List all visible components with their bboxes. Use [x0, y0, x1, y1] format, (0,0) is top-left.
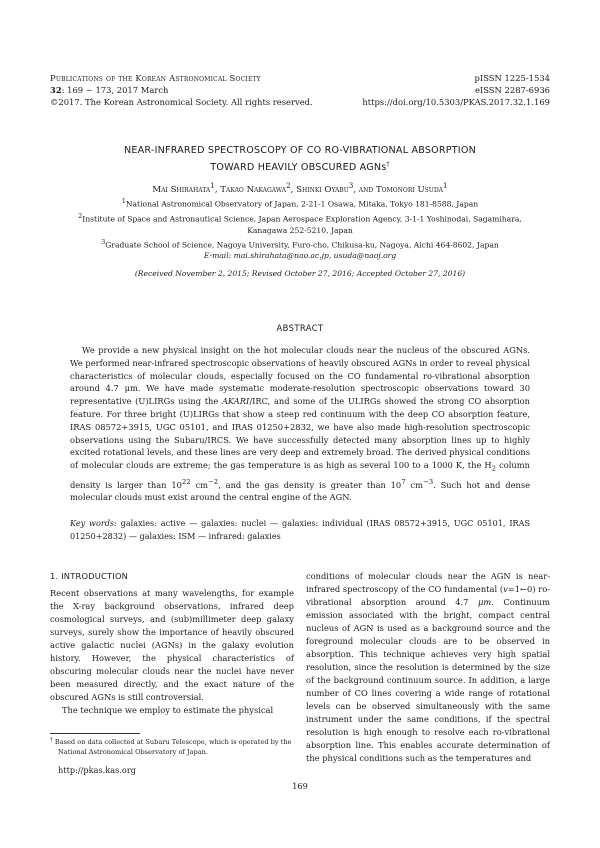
journal-url[interactable]: http://pkas.kas.org	[58, 765, 136, 775]
author-name: Mai Shirahata	[152, 184, 211, 195]
intro-paragraph-continued: conditions of molecular clouds near the AGN is near-infrared spectroscopy of the CO fundamental (v=1←0) ro-vibrational absorption around 4.7 μm. Continuum emission associated with the bright, compact central nucleus of AGN is used as a background source and the foreground molecular clouds are to be observed in absorption. This technique achieves very high spatial resolution, since the resolution is determined by the size of the background continuum source. In addition, a large number of CO lines covering a wide range of rotational levels can be observed simultaneously with the same instrument under the same conditions, if the spectral resolution is high enough to resolve each ro-vibrational absorption line. This enables accurate determination of the physical conditions such as the temperatures and	[306, 571, 550, 763]
abstract-heading: ABSTRACT	[276, 323, 324, 333]
title-line-2: TOWARD HEAVILY OBSCURED AGNs	[210, 162, 387, 174]
keywords-text: galaxies: active — galaxies: nuclei — galaxies: individual (IRAS 08572+3915, UGC 05101, IRAS 01250+2832) — galaxies: ISM — infrared: galaxies	[70, 518, 531, 541]
section-heading: 1. INTRODUCTION	[50, 571, 129, 581]
journal-header-right	[320, 72, 550, 108]
affiliation-2-cont: Kanagawa 252-5210, Japan	[247, 226, 353, 236]
left-column	[50, 570, 294, 717]
keywords	[70, 517, 530, 543]
title-footnote-mark: †	[386, 161, 390, 168]
keywords-label: Key words:	[70, 518, 117, 528]
volume-number: 32	[50, 85, 62, 95]
affiliation-3: $^3$Graduate School of Science, Nagoya University, Furo-cho, Chikusa-ku, Nagoya, Aichi 464-8602, Japan	[101, 239, 499, 250]
copyright-line: ©2017. The Korean Astronomical Society. All rights reserved.	[50, 97, 313, 107]
author-name: Tomonori Usuda	[375, 184, 443, 195]
footnote-text: Based on data collected at Subaru Telescope, which is operated by the National Astronomical Observatory of Japan.	[54, 738, 292, 756]
affiliations	[30, 196, 570, 252]
eissn: eISSN 2287-6936	[474, 85, 550, 95]
email-addresses[interactable]: mai.shirahata@nao.ac.jp, usuda@naoj.org	[233, 251, 397, 260]
title-line-1: NEAR-INFRARED SPECTROSCOPY OF CO RO-VIBRATIONAL ABSORPTION	[124, 145, 476, 156]
journal-header-left	[50, 72, 350, 108]
pages-date: : 169 ∼ 173, 2017 March	[61, 85, 169, 95]
intro-paragraph-2: The technique we employ to estimate the physical	[62, 705, 274, 715]
footnote-rule	[50, 733, 140, 734]
pissn: pISSN 1225-1534	[474, 73, 550, 83]
author-list: Mai Shirahata$^1$, Takao Nakagawa$^2$, Shinki Oyabu$^3$, and Tomonori Usuda$^1$	[152, 181, 448, 195]
right-column	[306, 570, 550, 765]
footnote-mark: †	[50, 737, 53, 743]
doi-link[interactable]: https://doi.org/10.5303/PKAS.2017.32.1.169	[362, 97, 550, 107]
affiliation-2: $^2$Institute of Space and Astronautical Science, Japan Aerospace Exploration Agency, 3-1-1 Yoshinodai, Sagamihara,	[78, 212, 522, 224]
author-name: Shinki Oyabu	[296, 184, 349, 195]
email-line	[40, 250, 560, 262]
page-number: 169	[292, 781, 308, 791]
email-label: E-mail:	[203, 251, 232, 260]
received-dates: (Received November 2, 2015; Revised October 27, 2016; Accepted October 27, 2016)	[134, 269, 466, 278]
affiliation-1: $^1$National Astronomical Observatory of Japan, 2-21-1 Osawa, Mitaka, Tokyo 181-8588, Japan	[121, 198, 479, 209]
journal-name: Publications of the Korean Astronomical Society	[50, 73, 261, 83]
volume-pages	[50, 84, 350, 96]
abstract-text: We provide a new physical insight on the hot molecular clouds near the nucleus of the obscured AGNs. We performed near-infrared spectroscopic observations of heavily obscured AGNs in order to reveal physical characteristics of molecular clouds, especially focused on the CO fundamental ro-vibrational absorption around 4.7 μm. We have made systematic moderate-resolution spectroscopic observations toward 30 representative (U)LIRGs using the AKARI/IRC, and some of the ULIRGs showed the strong CO absorption feature. For three bright (U)LIRGs that show a steep red continuum with the deep CO absorption feature, IRAS 08572+3915, UGC 05101, and IRAS 01250+2832, we have also made high-resolution spectroscopic observations using the Subaru/IRCS. We have successfully detected many absorption lines up to highly excited rotational levels, and these lines are very deep and extremely broad. The derived physical conditions of molecular clouds are extreme; the gas temperature is as high as several 100 to a 1000 K, the $H_2$ column density is larger than $10^{22}$ $cm^{-2}$, and the gas density is greater than $10^7$ $cm^{-3}$. Such hot and dense molecular clouds must exist around the central engine of the AGN.	[70, 345, 531, 503]
paper-title	[60, 144, 540, 175]
footnote	[50, 736, 294, 757]
author-name: Takao Nakagawa	[220, 184, 287, 195]
intro-paragraph-1: Recent observations at many wavelengths, for example the X-ray background observations, infrared deep cosmological surveys, and (sub)millimeter deep galaxy surveys, surely show the importance of heavily obscured active galactic nuclei (AGNs) in the galaxy evolution history. However, the physical characteristics of obscuring molecular clouds near the nuclei have never been measured directly, and the exact nature of the obscured AGNs is still controversial.	[50, 588, 294, 702]
